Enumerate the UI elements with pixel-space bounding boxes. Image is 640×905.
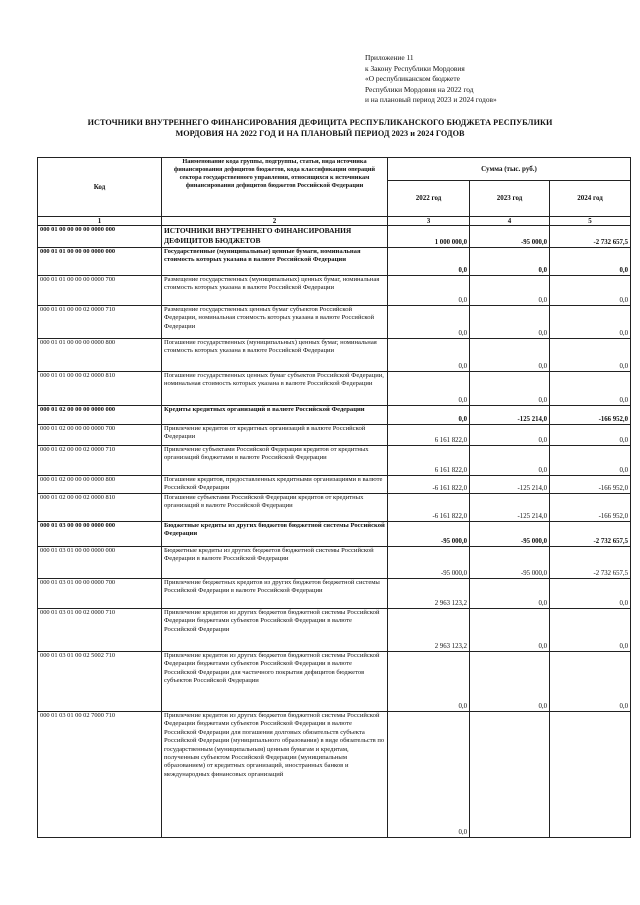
row-value-2022: 2 963 123,2 bbox=[388, 609, 470, 652]
row-name: Государственные (муниципальные) ценные бумаги, номинальная стоимость которых указана в валюте Российской Федерации bbox=[162, 248, 388, 276]
title-line-1: ИСТОЧНИКИ ВНУТРЕННЕГО ФИНАНСИРОВАНИЯ ДЕФИЦИТА РЕСПУБЛИКАНСКОГО БЮДЖЕТА РЕСПУБЛИКИ bbox=[87, 118, 553, 127]
row-value-2022: 0,0 bbox=[388, 712, 470, 838]
row-value-2022: -6 161 822,0 bbox=[388, 494, 470, 522]
header-year-2023: 2023 год bbox=[470, 181, 550, 217]
row-value-2024: -166 952,0 bbox=[550, 406, 631, 425]
col-number: 3 bbox=[388, 217, 470, 226]
table-row bbox=[38, 406, 631, 425]
row-value-2023: -125 214,0 bbox=[470, 494, 550, 522]
row-code: 000 01 03 01 00 00 0000 700 bbox=[38, 579, 162, 609]
row-value-2023 bbox=[470, 712, 550, 838]
table-row bbox=[38, 494, 631, 522]
appendix-line: Приложение 11 bbox=[365, 53, 414, 62]
row-code: 000 01 03 01 00 00 0000 000 bbox=[38, 547, 162, 579]
table-row bbox=[38, 248, 631, 276]
row-value-2023: 0,0 bbox=[470, 339, 550, 372]
row-code: 000 01 03 01 00 02 0000 710 bbox=[38, 609, 162, 652]
row-name: Привлечение кредитов из других бюджетов бюджетной системы Российской Федерации бюджетами субъектов Российской Федерации в валюте Российской Федерации bbox=[162, 609, 388, 652]
row-code: 000 01 02 00 00 00 0000 700 bbox=[38, 425, 162, 446]
row-code: 000 01 01 00 00 00 0000 800 bbox=[38, 339, 162, 372]
row-value-2024: 0,0 bbox=[550, 579, 631, 609]
appendix-line: к Закону Республики Мордовия bbox=[365, 63, 465, 73]
header-year-2024: 2024 год bbox=[550, 181, 631, 217]
financing-sources-table bbox=[37, 157, 631, 838]
row-name: ИСТОЧНИКИ ВНУТРЕННЕГО ФИНАНСИРОВАНИЯ ДЕФИЦИТОВ БЮДЖЕТОВ bbox=[162, 226, 388, 248]
row-code: 000 01 03 01 00 02 5002 710 bbox=[38, 652, 162, 712]
row-name: Погашение кредитов, предоставленных кредитными организациями в валюте Российской Федерации bbox=[162, 476, 388, 494]
table-row bbox=[38, 652, 631, 712]
appendix-line: и на плановый период 2023 и 2024 годов» bbox=[365, 95, 497, 104]
col-number: 5 bbox=[550, 217, 631, 226]
row-code: 000 01 01 00 00 02 0000 810 bbox=[38, 372, 162, 406]
table-row bbox=[38, 522, 631, 547]
row-value-2024: -166 952,0 bbox=[550, 476, 631, 494]
document-title bbox=[60, 117, 580, 139]
row-name: Бюджетные кредиты из других бюджетов бюджетной системы Российской Федерации в валюте Российской Федерации bbox=[162, 547, 388, 579]
row-value-2022: 0,0 bbox=[388, 276, 470, 306]
row-value-2022: -6 161 822,0 bbox=[388, 476, 470, 494]
row-value-2024: -2 732 657,5 bbox=[550, 547, 631, 579]
col-number: 2 bbox=[162, 217, 388, 226]
row-code: 000 01 02 00 00 00 0000 000 bbox=[38, 406, 162, 425]
row-value-2023: 0,0 bbox=[470, 372, 550, 406]
appendix-line: Республики Мордовия на 2022 год bbox=[365, 84, 474, 94]
row-value-2024: 0,0 bbox=[550, 652, 631, 712]
table-row bbox=[38, 547, 631, 579]
row-name: Бюджетные кредиты из других бюджетов бюджетной системы Российской Федерации bbox=[162, 522, 388, 547]
row-value-2024: 0,0 bbox=[550, 446, 631, 476]
table-row bbox=[38, 226, 631, 248]
row-value-2024: 0,0 bbox=[550, 339, 631, 372]
row-value-2022: 6 161 822,0 bbox=[388, 446, 470, 476]
table-row bbox=[38, 339, 631, 372]
appendix-line: «О республиканском бюджете bbox=[365, 74, 460, 83]
table-row bbox=[38, 276, 631, 306]
row-value-2024: -2 732 657,5 bbox=[550, 522, 631, 547]
header-year-2022: 2022 год bbox=[388, 181, 470, 217]
row-code: 000 01 03 01 00 02 7000 710 bbox=[38, 712, 162, 838]
row-value-2022: 2 963 123,2 bbox=[388, 579, 470, 609]
row-value-2022: -95 000,0 bbox=[388, 547, 470, 579]
row-value-2024: 0,0 bbox=[550, 425, 631, 446]
row-value-2023: -95 000,0 bbox=[470, 547, 550, 579]
row-name: Кредиты кредитных организаций в валюте Российской Федерации bbox=[162, 406, 388, 425]
row-name: Размещение государственных ценных бумаг субъектов Российской Федерации, номинальная стоимость которых указана в валюте Российской Федерации bbox=[162, 306, 388, 339]
row-value-2023: -95 000,0 bbox=[470, 226, 550, 248]
row-code: 000 01 02 00 00 00 0000 800 bbox=[38, 476, 162, 494]
row-value-2024: 0,0 bbox=[550, 609, 631, 652]
row-name: Привлечение субъектами Российской Федерации кредитов от кредитных организаций бюджетами в валюте Российской Федерации bbox=[162, 446, 388, 476]
row-value-2022: 0,0 bbox=[388, 306, 470, 339]
row-name: Привлечение кредитов из других бюджетов бюджетной системы Российской Федерации бюджетами субъектов Российской Федерации в валюте Российской Федерации для погашения долговых обязательств субъекта Российской Федерации (муниципального образования) в виде обязательств по государственным (муниципальным) ценным бумагам и кредитам, полученным субъектом Российской Федерации (муниципальным образованием) от кредитных организаций, иностранных банков и международных финансовых организаций bbox=[162, 712, 388, 838]
row-value-2022: 0,0 bbox=[388, 248, 470, 276]
row-value-2024: 0,0 bbox=[550, 248, 631, 276]
header-name: Наименование кода группы, подгруппы, статьи, вида источника финансирования дефицитов бюджетов, кода классификации операций сектора государственного управления, относящихся к источникам финансирования дефицитов бюджетов Российской Федерации bbox=[162, 158, 388, 217]
row-code: 000 01 02 00 00 02 0000 710 bbox=[38, 446, 162, 476]
row-value-2024: 0,0 bbox=[550, 306, 631, 339]
row-value-2024: -2 732 657,5 bbox=[550, 226, 631, 248]
row-value-2023: 0,0 bbox=[470, 425, 550, 446]
title-line-2: МОРДОВИЯ НА 2022 ГОД И НА ПЛАНОВЫЙ ПЕРИОД 2023 и 2024 ГОДОВ bbox=[175, 129, 465, 138]
table-row bbox=[38, 425, 631, 446]
row-value-2023: 0,0 bbox=[470, 609, 550, 652]
table-row bbox=[38, 446, 631, 476]
row-value-2024: -166 952,0 bbox=[550, 494, 631, 522]
appendix-note bbox=[365, 53, 635, 106]
row-name: Размещение государственных (муниципальных) ценных бумаг, номинальная стоимость которых указана в валюте Российской Федерации bbox=[162, 276, 388, 306]
row-value-2023: -125 214,0 bbox=[470, 476, 550, 494]
row-value-2023: -125 214,0 bbox=[470, 406, 550, 425]
row-value-2022: 0,0 bbox=[388, 339, 470, 372]
table-row bbox=[38, 372, 631, 406]
row-name: Привлечение кредитов от кредитных организаций в валюте Российской Федерации bbox=[162, 425, 388, 446]
row-value-2023: 0,0 bbox=[470, 446, 550, 476]
row-value-2023: 0,0 bbox=[470, 248, 550, 276]
row-code: 000 01 01 00 00 02 0000 710 bbox=[38, 306, 162, 339]
row-value-2023: 0,0 bbox=[470, 579, 550, 609]
row-value-2023: -95 000,0 bbox=[470, 522, 550, 547]
row-value-2024: 0,0 bbox=[550, 372, 631, 406]
table-row bbox=[38, 712, 631, 838]
row-value-2023: 0,0 bbox=[470, 276, 550, 306]
row-code: 000 01 01 00 00 00 0000 000 bbox=[38, 248, 162, 276]
row-value-2022: 6 161 822,0 bbox=[388, 425, 470, 446]
row-name: Погашение субъектами Российской Федерации кредитов от кредитных организаций в валюте Российской Федерации bbox=[162, 494, 388, 522]
row-code: 000 01 00 00 00 00 0000 000 bbox=[38, 226, 162, 248]
table-row bbox=[38, 579, 631, 609]
row-name: Погашение государственных (муниципальных) ценных бумаг, номинальная стоимость которых указана в валюте Российской Федерации bbox=[162, 339, 388, 372]
table-row bbox=[38, 476, 631, 494]
row-code: 000 01 02 00 00 02 0000 810 bbox=[38, 494, 162, 522]
row-name: Привлечение бюджетных кредитов из других бюджетов бюджетной системы Российской Федерации в валюте Российской Федерации bbox=[162, 579, 388, 609]
col-number: 1 bbox=[38, 217, 162, 226]
header-code: Код bbox=[38, 158, 162, 217]
row-code: 000 01 03 00 00 00 0000 000 bbox=[38, 522, 162, 547]
row-value-2022: 1 000 000,0 bbox=[388, 226, 470, 248]
row-value-2024: 0,0 bbox=[550, 276, 631, 306]
row-name: Погашение государственных ценных бумаг субъектов Российской Федерации, номинальная стоимость которых указана в валюте Российской Федерации bbox=[162, 372, 388, 406]
row-value-2022: 0,0 bbox=[388, 372, 470, 406]
row-value-2022: -95 000,0 bbox=[388, 522, 470, 547]
col-number: 4 bbox=[470, 217, 550, 226]
row-code: 000 01 01 00 00 00 0000 700 bbox=[38, 276, 162, 306]
header-sum: Сумма (тыс. руб.) bbox=[388, 158, 631, 181]
row-name: Привлечение кредитов из других бюджетов бюджетной системы Российской Федерации бюджетами субъектов Российской Федерации в валюте Российской Федерации для частичного покрытия дефицитов бюджетов субъектов Российской Федерации bbox=[162, 652, 388, 712]
row-value-2022: 0,0 bbox=[388, 406, 470, 425]
row-value-2024 bbox=[550, 712, 631, 838]
row-value-2022: 0,0 bbox=[388, 652, 470, 712]
table-row bbox=[38, 609, 631, 652]
table-row bbox=[38, 306, 631, 339]
row-value-2023: 0,0 bbox=[470, 306, 550, 339]
row-value-2023: 0,0 bbox=[470, 652, 550, 712]
